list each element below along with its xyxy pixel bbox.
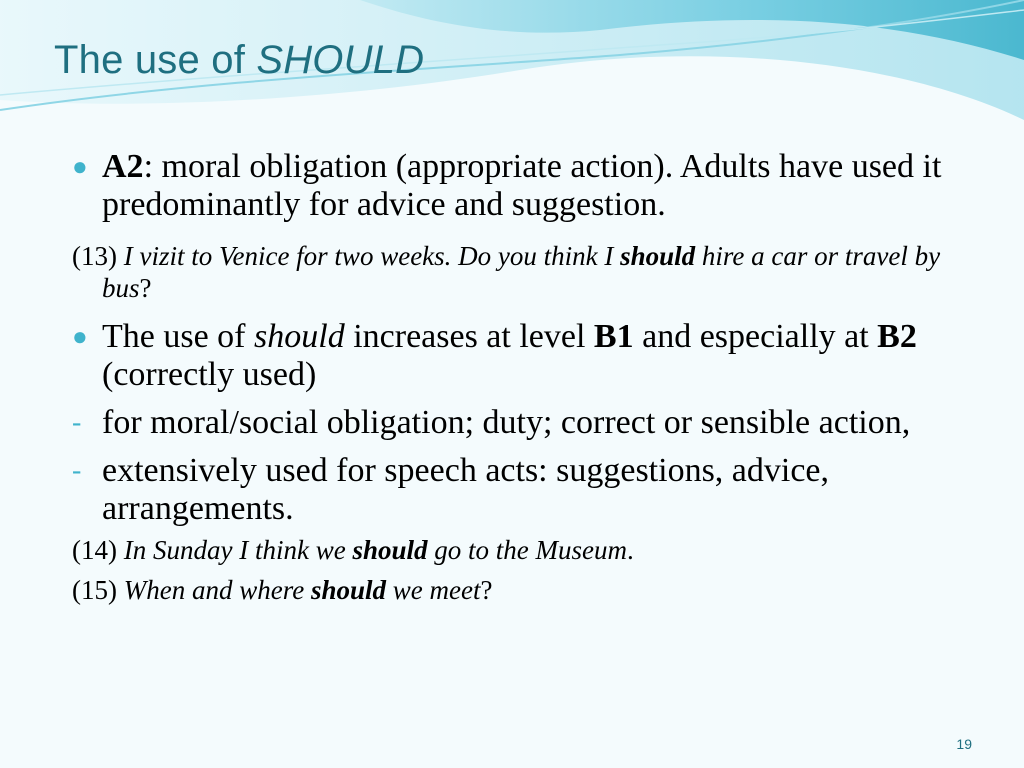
example-14-pre: In Sunday I think we xyxy=(123,535,353,565)
example-14-should: should xyxy=(352,535,428,565)
example-14-end: . xyxy=(626,535,634,565)
bullet-b-should: should xyxy=(254,318,345,355)
title-text: The use of xyxy=(54,38,257,82)
round-bullet-icon: ● xyxy=(72,152,88,181)
example-15 xyxy=(72,574,972,606)
example-13-number: (13) xyxy=(72,241,124,271)
bullet-b-level-b1: B1 xyxy=(593,318,634,355)
example-15-post: we meet xyxy=(386,575,481,605)
example-15-number: (15) xyxy=(72,575,124,605)
example-15-pre: When and where xyxy=(123,575,311,605)
bullet-b1-b2 xyxy=(72,318,972,394)
bullet-b-text-1: The use of xyxy=(102,318,255,355)
slide-content xyxy=(72,148,972,606)
bullet-a2-text: : moral obligation (appropriate action). Adults have used it predominantly for advice and suggestion. xyxy=(102,148,942,223)
bullet-a2 xyxy=(72,148,972,224)
dash-marker: - xyxy=(72,455,82,486)
dash-item-moral xyxy=(72,404,972,442)
example-14-number: (14) xyxy=(72,535,124,565)
bullet-a2-bold: A2 xyxy=(102,148,144,185)
bullet-b-text-4: (correctly used) xyxy=(102,356,317,393)
example-14-post: go to the Museum xyxy=(427,535,627,565)
example-13-end: ? xyxy=(139,273,152,303)
dash-marker: - xyxy=(72,407,82,438)
example-13-post: hire a car or travel by bus xyxy=(102,241,941,303)
example-13 xyxy=(72,240,972,304)
bullet-b-text-2: increases at level xyxy=(344,318,594,355)
dash-item-moral-text: for moral/social obligation; duty; correct or sensible action, xyxy=(102,404,911,441)
bullet-b-text-3: and especially at xyxy=(633,318,878,355)
example-14 xyxy=(72,534,972,566)
title-emphasis: SHOULD xyxy=(256,38,425,82)
example-15-should: should xyxy=(310,575,386,605)
page-number: 19 xyxy=(956,736,972,752)
dash-item-speech-acts-text: extensively used for speech acts: suggestions, advice, arrangements. xyxy=(102,452,830,527)
slide-title xyxy=(54,38,424,83)
example-15-end: ? xyxy=(480,575,493,605)
round-bullet-icon: ● xyxy=(72,322,88,351)
example-13-pre: I vizit to Venice for two weeks. Do you think I xyxy=(123,241,621,271)
dash-item-speech-acts xyxy=(72,452,972,528)
bullet-b-level-b2: B2 xyxy=(877,318,917,355)
example-13-should: should xyxy=(620,241,696,271)
